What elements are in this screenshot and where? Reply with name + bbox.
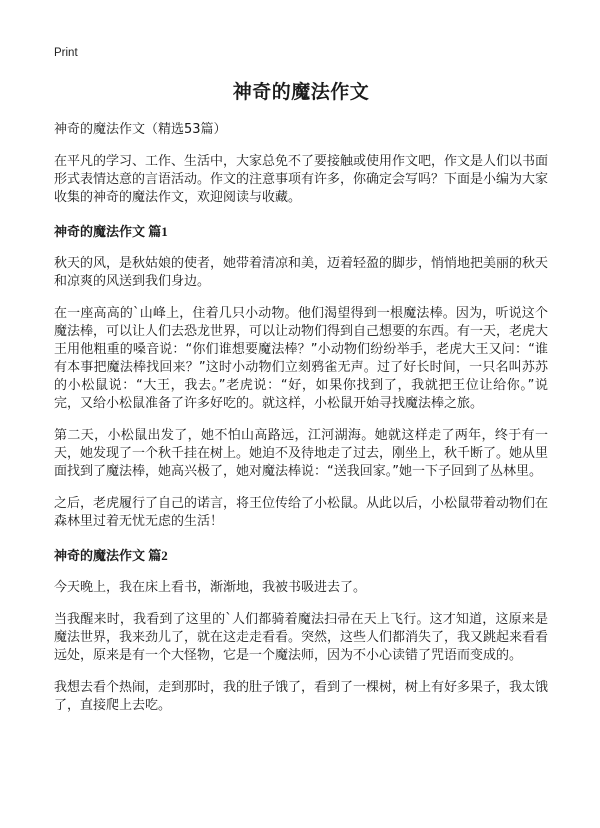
section-2 (54, 547, 548, 715)
print-link[interactable]: Print (54, 47, 78, 59)
section-paragraph: 秋天的风，是秋姑娘的使者，她带着清凉和美，迈着轻盈的脚步，悄悄地把美丽的秋天和凉爽的风送到我们身边。 (54, 256, 549, 289)
page-title: 神奇的魔法作文 (232, 81, 370, 103)
section-paragraph: 当我醒来时，我看到了这里的`人们都骑着魔法扫帚在天上飞行。这才知道，这原来是魔法世界，我来劲儿了，就在这走走看看。突然，这些人们都消失了，我又跳起来看看远处，原来是有一个大怪物，它是一个魔法师，因为不小心读错了咒语而变成的。 (54, 612, 549, 663)
intro-paragraph: 在平凡的学习、工作、生活中，大家总免不了要接触或使用作文吧，作文是人们以书面形式表情达意的言语活动。作文的注意事项有许多，你确定会写吗？下面是小编为大家收集的神奇的魔法作文，欢迎阅读与收藏。 (54, 154, 549, 205)
section-1 (54, 223, 548, 531)
section-paragraph: 第二天，小松鼠出发了，她不怕山高路远，江河湖海。她就这样走了两年，终于有一天，她发现了一个秋千挂在树上。她迫不及待地走了过去，刚坐上，秋千断了。她从里面找到了魔法棒，她高兴极了，她对魔法棒说：“送我回家。”她一下子回到了丛林里。 (54, 428, 549, 479)
article-subtitle: 神奇的魔法作文（精选53篇） (54, 122, 227, 137)
section-paragraph: 之后，老虎履行了自己的诺言，将王位传给了小松鼠。从此以后，小松鼠带着动物们在森林里过着无忧无虑的生活！ (54, 496, 549, 529)
section-paragraph: 在一座高高的`山峰上，住着几只小动物。他们渴望得到一根魔法棒。因为，听说这个魔法棒，可以让人们去恐龙世界，可以让动物们得到自己想要的东西。有一天，老虎大王用他粗重的嗓音说：“你们谁想要魔法棒？”小动物们纷纷举手，老虎大王又问：“谁有本事把魔法棒找回来？”这时小动物们立刻鸦雀无声。过了好长时间，一只名叫苏苏的小松鼠说：“大王，我去。”老虎说：“好，如果你找到了，我就把王位让给你。”说完，又给小松鼠准备了许多好吃的。就这样，小松鼠开始寻找魔法棒之旅。 (54, 306, 549, 411)
section-paragraph: 我想去看个热闹，走到那时，我的肚子饿了，看到了一棵树，树上有好多果子，我太饿了，直接爬上去吃。 (54, 680, 549, 713)
section-heading: 神奇的魔法作文 篇2 (54, 548, 168, 563)
section-paragraph: 今天晚上，我在床上看书，渐渐地，我被书吸进去了。 (54, 580, 367, 595)
section-heading: 神奇的魔法作文 篇1 (54, 224, 168, 239)
